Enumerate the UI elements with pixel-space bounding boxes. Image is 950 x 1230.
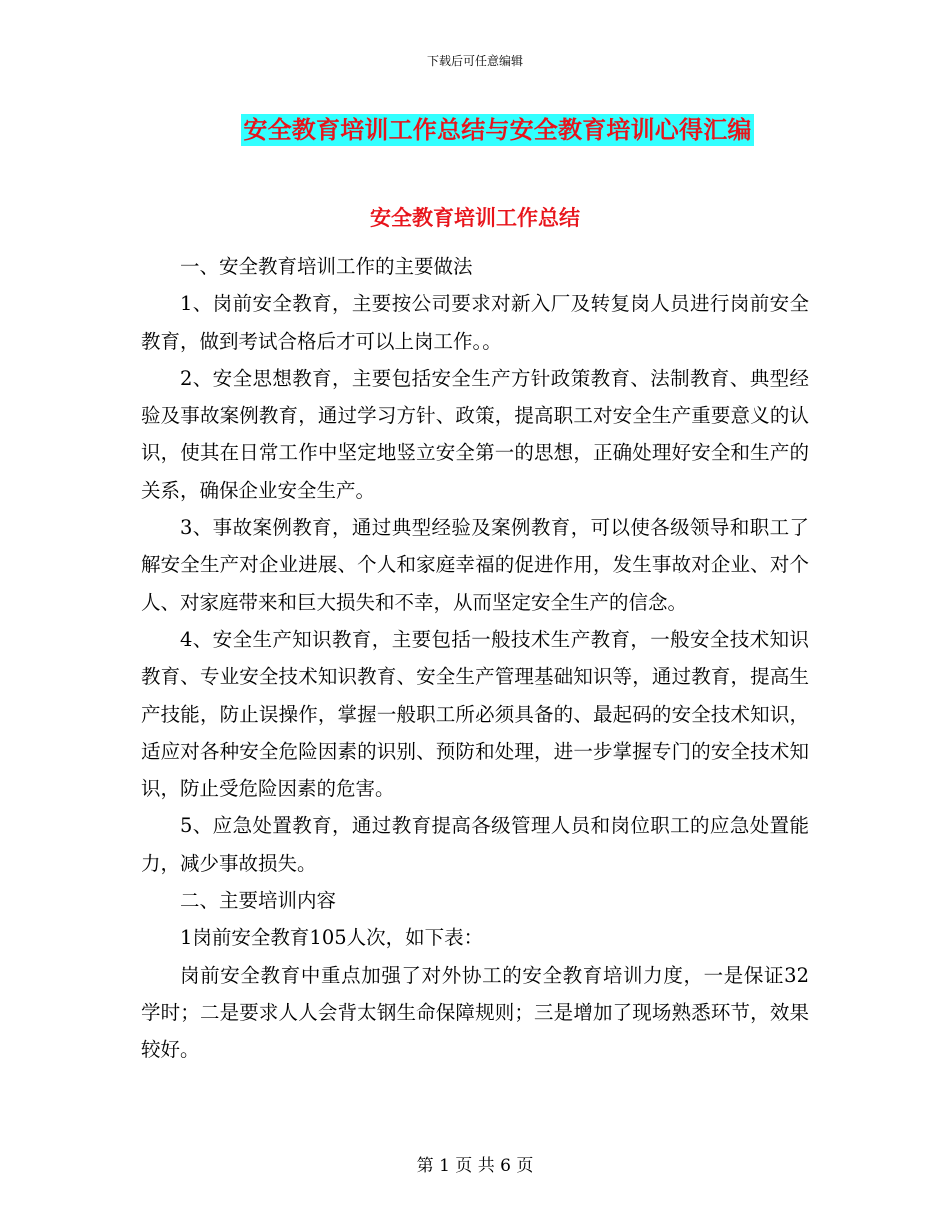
page-footer: 第 1 页 共 6 页 xyxy=(416,1156,534,1176)
main-title: 安全教育培训工作总结与安全教育培训心得汇编 xyxy=(243,116,752,144)
main-title-container xyxy=(0,114,950,146)
document-body xyxy=(141,248,809,1069)
paragraph: 3、事故案例教育，通过典型经验及案例教育，可以使各级领导和职工了解安全生产对企业进展、个人和家庭幸福的促进作用，发生事故对企业、对个人、对家庭带来和巨大损失和不幸，从而坚定安全生产的信念。 xyxy=(141,516,809,614)
paragraph: 一、安全教育培训工作的主要做法 xyxy=(180,255,473,278)
paragraph: 岗前安全教育中重点加强了对外协工的安全教育培训力度，一是保证32学时；二是要求人人会背太钢生命保障规则；三是增加了现场熟悉环节，效果较好。 xyxy=(141,963,809,1062)
paragraph: 5、应急处置教育，通过教育提高各级管理人员和岗位职工的应急处置能力，减少事故损失。 xyxy=(141,814,809,875)
section-title: 安全教育培训工作总结 xyxy=(370,206,580,230)
paragraph: 2、安全思想教育，主要包括安全生产方针政策教育、法制教育、典型经验及事故案例教育，通过学习方针、政策，提高职工对安全生产重要意义的认识，使其在日常工作中坚定地竖立安全第一的思想，正确处理好安全和生产的关系，确保企业安全生产。 xyxy=(141,366,809,502)
paragraph: 4、安全生产知识教育，主要包括一般技术生产教育，一般安全技术知识教育、专业安全技术知识教育、安全生产管理基础知识等，通过教育，提高生产技能，防止误操作，掌握一般职工所必须具备的、最起码的安全技术知识，适应对各种安全危险因素的识别、预防和处理，进一步掌握专门的安全技术知识，防止受危险因素的危害。 xyxy=(141,627,809,801)
paragraph: 1、岗前安全教育，主要按公司要求对新入厂及转复岗人员进行岗前安全教育，做到考试合格后才可以上岗工作。。 xyxy=(141,292,809,353)
paragraph: 二、主要培训内容 xyxy=(180,889,337,913)
paragraph: 1岗前安全教育105人次，如下表： xyxy=(180,926,484,950)
header-note: 下载后可任意编辑 xyxy=(426,54,523,68)
